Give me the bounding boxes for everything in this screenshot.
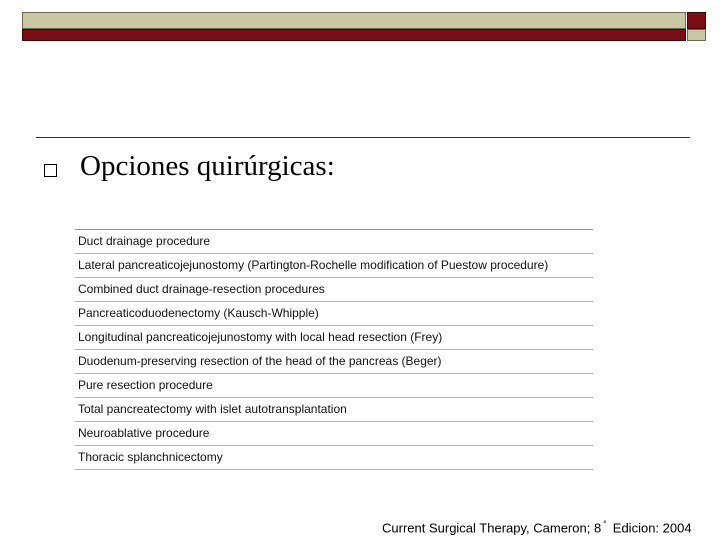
table-row <box>75 374 593 398</box>
procedure-cell: Duct drainage procedure <box>75 230 593 254</box>
procedure-cell: Total pancreatectomy with islet autotransplantation <box>75 398 593 422</box>
title-divider <box>36 137 690 138</box>
table-row <box>75 326 593 350</box>
citation-source: Current Surgical Therapy, Cameron; 8 <box>382 520 602 536</box>
citation <box>382 519 692 535</box>
table-row <box>75 350 593 374</box>
table-row <box>75 422 593 446</box>
citation-edition: Edicion: 2004 <box>612 520 692 536</box>
procedure-cell: Pure resection procedure <box>75 374 593 398</box>
header-corner-olive-square <box>687 29 706 41</box>
hollow-square-bullet-icon <box>44 164 57 177</box>
procedure-cell: Combined duct drainage-resection procedures <box>75 278 593 302</box>
procedure-cell: Thoracic splanchnicectomy <box>75 446 593 470</box>
table-row <box>75 254 593 278</box>
header-olive-bar <box>22 12 686 29</box>
procedure-cell: Longitudinal pancreaticojejunostomy with local head resection (Frey) <box>75 326 593 350</box>
header-maroon-bar <box>22 29 686 41</box>
procedure-cell: Lateral pancreaticojejunostomy (Partington-Rochelle modification of Puestow procedure) <box>75 254 593 278</box>
slide-heading: Opciones quirúrgicas: <box>80 150 335 182</box>
procedures-table <box>75 229 593 470</box>
table-row <box>75 398 593 422</box>
table-row <box>75 446 593 470</box>
table-row <box>75 230 593 254</box>
table-row <box>75 302 593 326</box>
citation-degree: ° <box>603 519 607 529</box>
table-row <box>75 278 593 302</box>
procedure-cell: Neuroablative procedure <box>75 422 593 446</box>
procedure-cell: Duodenum-preserving resection of the head of the pancreas (Beger) <box>75 350 593 374</box>
header-corner-maroon-square <box>687 12 706 29</box>
procedure-cell: Pancreaticoduodenectomy (Kausch-Whipple) <box>75 302 593 326</box>
